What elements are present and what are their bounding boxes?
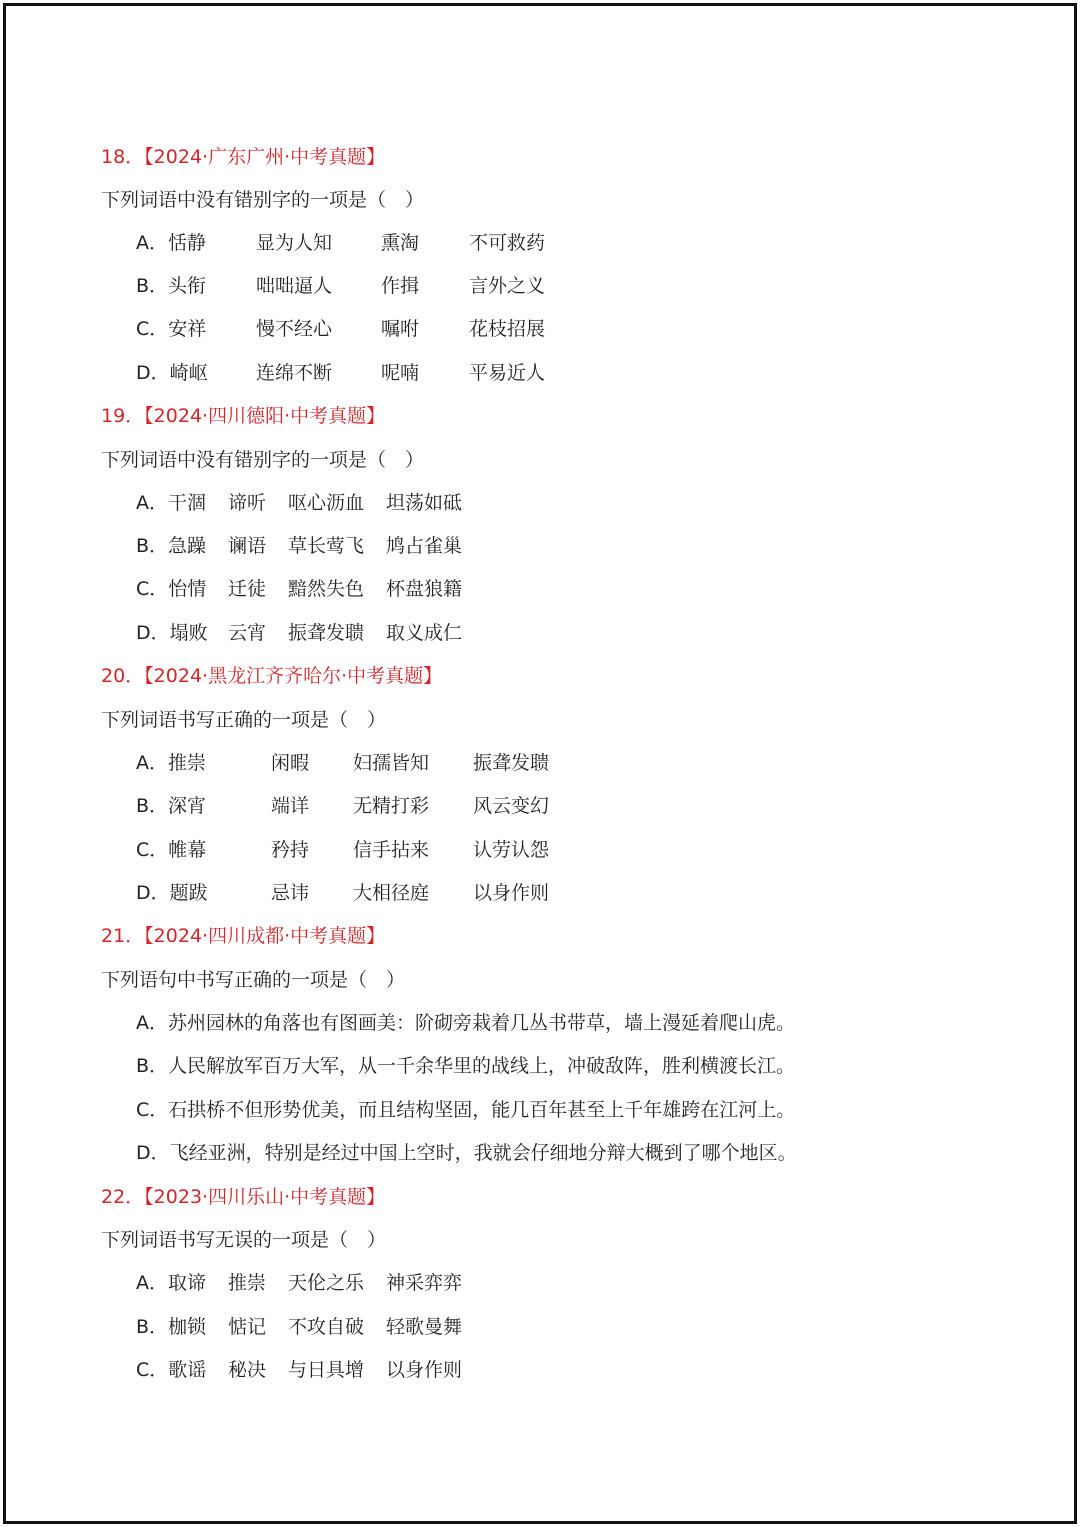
option-b[interactable] [136, 1314, 463, 1340]
option-word: 与日具增 [288, 1359, 365, 1381]
option-label: B．深宵 [136, 795, 207, 817]
option-word: 以身作则 [473, 882, 550, 904]
option-label: B．急躁 [136, 535, 207, 557]
option-word: 谰语 [228, 535, 267, 557]
option-word: 显为人知 [256, 232, 333, 254]
question-stem: 下列词语书写无误的一项是（ ） [101, 1229, 387, 1251]
option-a[interactable] [136, 490, 463, 516]
question-stem: 下列语句中书写正确的一项是（ ） [101, 969, 406, 991]
option-word: 认劳认怨 [473, 839, 550, 861]
option-word: 花枝招展 [469, 318, 546, 340]
option-word: 端详 [271, 795, 310, 817]
option-word: 黯然失色 [288, 578, 365, 600]
option-word: 杯盘狼籍 [386, 578, 463, 600]
option-word: 鸠占雀巢 [386, 535, 463, 557]
option-word: 熏淘 [381, 232, 420, 254]
option-a[interactable] [136, 750, 550, 776]
option-word: 咄咄逼人 [256, 275, 333, 297]
option-a[interactable] [136, 1270, 463, 1296]
option-c[interactable] [136, 837, 550, 863]
option-word: 振聋发聩 [473, 752, 550, 774]
option-word: 草长莺飞 [288, 535, 365, 557]
option-b[interactable] [136, 273, 546, 299]
option-d[interactable]: D．飞经亚洲，特别是经过中国上空时，我就会仔细地分辩大概到了哪个地区。 [136, 1142, 797, 1164]
option-word: 秘决 [228, 1359, 267, 1381]
question-header: 22．【2023·四川乐山·中考真题】 [101, 1186, 386, 1208]
option-label: A．恬静 [136, 232, 206, 254]
option-word: 谛听 [228, 492, 267, 514]
option-d[interactable] [136, 880, 550, 906]
option-word: 推崇 [228, 1272, 267, 1294]
option-d[interactable] [136, 620, 463, 646]
exam-page [3, 3, 1077, 1524]
option-word: 风云变幻 [473, 795, 550, 817]
option-a[interactable] [136, 230, 546, 256]
option-word: 迁徒 [228, 578, 267, 600]
option-word: 呢喃 [381, 362, 420, 384]
option-word: 天伦之乐 [288, 1272, 365, 1294]
option-word: 神采弈弈 [386, 1272, 463, 1294]
option-word: 慢不经心 [256, 318, 333, 340]
option-label: D．崎岖 [136, 362, 208, 384]
option-word: 无精打彩 [353, 795, 430, 817]
question-header: 20．【2024·黑龙江齐齐哈尔·中考真题】 [101, 665, 443, 687]
option-word: 闲暇 [271, 752, 310, 774]
option-word: 坦荡如砥 [386, 492, 463, 514]
option-b[interactable] [136, 793, 550, 819]
option-c[interactable] [136, 576, 463, 602]
option-label: C．安祥 [136, 318, 207, 340]
question-header: 21．【2024·四川成都·中考真题】 [101, 925, 386, 947]
option-label: D．塌败 [136, 622, 208, 644]
option-c[interactable] [136, 1357, 463, 1383]
option-word: 妇孺皆知 [353, 752, 430, 774]
option-a[interactable]: A．苏州园林的角落也有图画美：阶砌旁栽着几丛书带草，墙上漫延着爬山虎。 [136, 1012, 795, 1034]
option-word: 信手拈来 [353, 839, 430, 861]
option-label: D．题跋 [136, 882, 208, 904]
option-word: 取义成仁 [386, 622, 463, 644]
option-c[interactable] [136, 316, 546, 342]
option-word: 惦记 [228, 1316, 267, 1338]
option-label: A．干涸 [136, 492, 206, 514]
option-word: 振聋发聩 [288, 622, 365, 644]
option-label: C．怡情 [136, 578, 207, 600]
question-header: 18．【2024·广东广州·中考真题】 [101, 146, 386, 168]
question-stem: 下列词语中没有错别字的一项是（ ） [101, 189, 425, 211]
option-word: 矜持 [271, 839, 310, 861]
option-word: 以身作则 [386, 1359, 463, 1381]
option-label: B．枷锁 [136, 1316, 207, 1338]
option-word: 不攻自破 [288, 1316, 365, 1338]
option-d[interactable] [136, 360, 546, 386]
option-word: 云宵 [228, 622, 267, 644]
question-header: 19．【2024·四川德阳·中考真题】 [101, 405, 386, 427]
option-word: 忌讳 [271, 882, 310, 904]
option-label: B．头衔 [136, 275, 207, 297]
option-word: 平易近人 [469, 362, 546, 384]
option-b[interactable] [136, 533, 463, 559]
option-word: 嘱咐 [381, 318, 420, 340]
option-word: 呕心沥血 [288, 492, 365, 514]
option-word: 轻歌曼舞 [386, 1316, 463, 1338]
option-b[interactable]: B．人民解放军百万大军，从一千余华里的战线上，冲破敌阵，胜利横渡长江。 [136, 1055, 796, 1077]
option-word: 连绵不断 [256, 362, 333, 384]
question-stem: 下列词语书写正确的一项是（ ） [101, 709, 387, 731]
option-label: A．取谛 [136, 1272, 206, 1294]
option-label: C．帷幕 [136, 839, 207, 861]
option-word: 作揖 [381, 275, 420, 297]
option-label: C．歌谣 [136, 1359, 207, 1381]
option-c[interactable]: C．石拱桥不但形势优美，而且结构坚固，能几百年甚至上千年雄跨在江河上。 [136, 1099, 796, 1121]
option-label: A．推崇 [136, 752, 206, 774]
option-word: 大相径庭 [353, 882, 430, 904]
option-word: 不可救药 [469, 232, 546, 254]
question-stem: 下列词语中没有错别字的一项是（ ） [101, 449, 425, 471]
option-word: 言外之义 [469, 275, 546, 297]
